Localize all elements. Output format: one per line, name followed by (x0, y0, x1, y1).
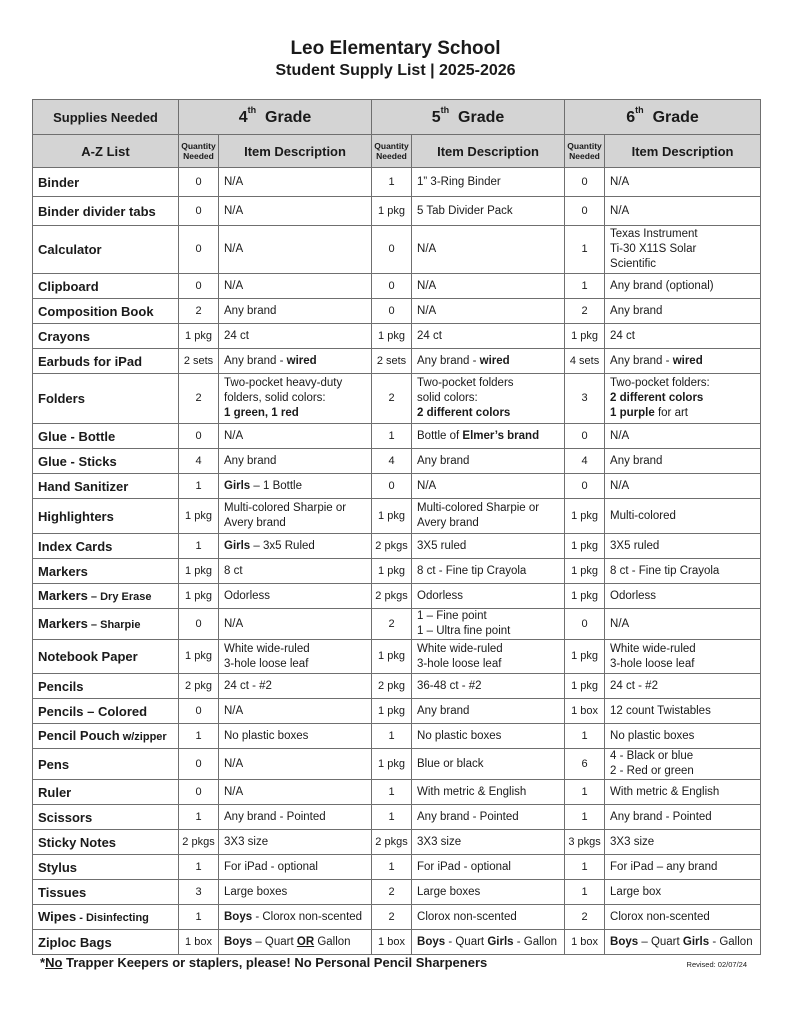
description-cell: Texas Instrument Ti-30 X11S Solar Scientific (605, 226, 761, 274)
description-cell: N/A (219, 609, 372, 640)
quantity-cell: 1 pkg (565, 324, 605, 349)
supplies-needed-header: Supplies Needed (33, 100, 179, 135)
quantity-cell: 1 pkg (372, 749, 412, 780)
table-row (33, 534, 761, 559)
description-cell: No plastic boxes (605, 724, 761, 749)
quantity-cell: 1 pkg (179, 559, 219, 584)
quantity-cell: 2 (179, 299, 219, 324)
description-cell: N/A (605, 424, 761, 449)
description-cell: 5 Tab Divider Pack (412, 197, 565, 226)
description-cell: N/A (219, 168, 372, 197)
quantity-cell: 2 (565, 905, 605, 930)
description-cell: 24 ct - #2 (219, 674, 372, 699)
description-cell: Any brand (605, 449, 761, 474)
quantity-cell: 1 (565, 880, 605, 905)
supply-name: Crayons (33, 324, 179, 349)
description-cell: N/A (412, 474, 565, 499)
quantity-cell: 2 pkgs (372, 534, 412, 559)
supply-name: Tissues (33, 880, 179, 905)
quantity-cell: 1 (372, 780, 412, 805)
description-cell: No plastic boxes (412, 724, 565, 749)
supply-name: Earbuds for iPad (33, 349, 179, 374)
description-cell: 3X3 size (219, 830, 372, 855)
quantity-cell: 1 box (372, 930, 412, 955)
footnote: *No Trapper Keepers or staplers, please! No Personal Pencil Sharpeners (40, 955, 488, 970)
quantity-cell: 1 (372, 168, 412, 197)
quantity-cell: 1 pkg (565, 674, 605, 699)
description-cell: Any brand (605, 299, 761, 324)
description-cell: N/A (605, 609, 761, 640)
quantity-cell: 0 (372, 226, 412, 274)
quantity-cell: 3 (565, 374, 605, 424)
supply-name: Glue - Sticks (33, 449, 179, 474)
table-row (33, 805, 761, 830)
quantity-cell: 1 pkg (372, 324, 412, 349)
item-description-header: Item Description (605, 135, 761, 168)
supply-name: Ruler (33, 780, 179, 805)
quantity-cell: 1 pkg (179, 640, 219, 674)
grade-6-header: 6th Grade (565, 100, 761, 135)
quantity-cell: 1 (565, 274, 605, 299)
quantity-cell: 0 (179, 168, 219, 197)
description-cell: Any brand (219, 449, 372, 474)
description-cell: 3X3 size (605, 830, 761, 855)
supply-name: Binder (33, 168, 179, 197)
description-cell: N/A (219, 197, 372, 226)
table-row (33, 299, 761, 324)
supply-rows (33, 168, 761, 955)
quantity-cell: 1 pkg (372, 640, 412, 674)
description-cell: 4 - Black or blue 2 - Red or green (605, 749, 761, 780)
supply-name: Binder divider tabs (33, 197, 179, 226)
description-cell: N/A (412, 226, 565, 274)
grade-4-header: 4th Grade (179, 100, 372, 135)
table-row (33, 699, 761, 724)
supply-name: Pencil Pouch w/zipper (33, 724, 179, 749)
quantity-cell: 1 pkg (179, 584, 219, 609)
table-row (33, 640, 761, 674)
quantity-cell: 6 (565, 749, 605, 780)
supply-name: Pencils (33, 674, 179, 699)
description-cell: Large box (605, 880, 761, 905)
supply-name: Calculator (33, 226, 179, 274)
quantity-cell: 1 box (565, 699, 605, 724)
description-cell: 1” 3-Ring Binder (412, 168, 565, 197)
quantity-cell: 1 (179, 855, 219, 880)
description-cell: 3X5 ruled (412, 534, 565, 559)
description-cell: Two-pocket folders: 2 different colors 1 purple for art (605, 374, 761, 424)
description-cell: 3X5 ruled (605, 534, 761, 559)
quantity-cell: 1 box (565, 930, 605, 955)
quantity-cell: 1 (372, 724, 412, 749)
quantity-cell: 0 (372, 299, 412, 324)
supply-name: Sticky Notes (33, 830, 179, 855)
description-cell: Two-pocket heavy-duty folders, solid colors: 1 green, 1 red (219, 374, 372, 424)
description-cell: With metric & English (605, 780, 761, 805)
quantity-cell: 1 pkg (565, 499, 605, 534)
table-row (33, 880, 761, 905)
description-cell: 12 count Twistables (605, 699, 761, 724)
description-cell: Girls – 1 Bottle (219, 474, 372, 499)
description-cell: Any brand - Pointed (412, 805, 565, 830)
quantity-cell: 0 (565, 609, 605, 640)
quantity-cell: 1 pkg (565, 534, 605, 559)
description-cell: N/A (412, 274, 565, 299)
description-cell: Two-pocket folders solid colors: 2 different colors (412, 374, 565, 424)
description-cell: Girls – 3x5 Ruled (219, 534, 372, 559)
description-cell: With metric & English (412, 780, 565, 805)
quantity-cell: 1 (179, 905, 219, 930)
table-row (33, 349, 761, 374)
quantity-cell: 0 (179, 274, 219, 299)
description-cell: N/A (605, 168, 761, 197)
description-cell: N/A (219, 424, 372, 449)
quantity-cell: 3 pkgs (565, 830, 605, 855)
revised-date: Revised: 02/07/24 (686, 960, 747, 969)
description-cell: For iPad – any brand (605, 855, 761, 880)
quantity-cell: 2 (372, 609, 412, 640)
description-cell: Bottle of Elmer’s brand (412, 424, 565, 449)
quantity-cell: 2 pkg (179, 674, 219, 699)
quantity-cell: 0 (372, 474, 412, 499)
quantity-cell: 1 pkg (372, 197, 412, 226)
quantity-cell: 1 (372, 855, 412, 880)
supply-name: Notebook Paper (33, 640, 179, 674)
supply-name: Markers (33, 559, 179, 584)
quantity-cell: 1 pkg (179, 499, 219, 534)
quantity-cell: 3 (179, 880, 219, 905)
description-cell: N/A (219, 699, 372, 724)
description-cell: Odorless (219, 584, 372, 609)
quantity-cell: 1 (372, 805, 412, 830)
supply-name: Markers – Dry Erase (33, 584, 179, 609)
description-cell: Any brand (optional) (605, 274, 761, 299)
quantity-cell: 1 pkg (372, 699, 412, 724)
table-row (33, 226, 761, 274)
quantity-cell: 1 (179, 724, 219, 749)
table-row (33, 749, 761, 780)
quantity-cell: 0 (179, 699, 219, 724)
supply-name: Scissors (33, 805, 179, 830)
description-cell: N/A (219, 226, 372, 274)
description-cell: White wide-ruled 3-hole loose leaf (412, 640, 565, 674)
supply-name: Hand Sanitizer (33, 474, 179, 499)
description-cell: Any brand - Pointed (219, 805, 372, 830)
school-name: Leo Elementary School (290, 38, 501, 59)
table-row (33, 499, 761, 534)
table-row (33, 474, 761, 499)
description-cell: No plastic boxes (219, 724, 372, 749)
table-row (33, 374, 761, 424)
quantity-cell: 1 pkg (565, 559, 605, 584)
quantity-cell: 0 (179, 609, 219, 640)
description-cell: Multi-colored Sharpie or Avery brand (412, 499, 565, 534)
quantity-cell: 0 (179, 780, 219, 805)
quantity-cell: 1 (565, 724, 605, 749)
quantity-cell: 4 sets (565, 349, 605, 374)
description-cell: 1 – Fine point 1 – Ultra fine point (412, 609, 565, 640)
supply-name: Wipes - Disinfecting (33, 905, 179, 930)
supply-name: Folders (33, 374, 179, 424)
description-cell: N/A (219, 780, 372, 805)
quantity-cell: 1 (565, 780, 605, 805)
quantity-cell: 1 pkg (372, 559, 412, 584)
description-cell: 8 ct (219, 559, 372, 584)
quantity-cell: 2 (372, 374, 412, 424)
description-cell: Boys – Quart Girls - Gallon (605, 930, 761, 955)
quantity-cell: 4 (179, 449, 219, 474)
description-cell: Any brand - Pointed (605, 805, 761, 830)
quantity-cell: 2 (372, 905, 412, 930)
description-cell: For iPad - optional (412, 855, 565, 880)
description-cell: White wide-ruled 3-hole loose leaf (219, 640, 372, 674)
quantity-cell: 2 pkg (372, 674, 412, 699)
quantity-cell: 1 box (179, 930, 219, 955)
description-cell: 36-48 ct - #2 (412, 674, 565, 699)
description-cell: 24 ct - #2 (605, 674, 761, 699)
description-cell: Clorox non-scented (605, 905, 761, 930)
quantity-cell: 1 (565, 805, 605, 830)
supply-name: Glue - Bottle (33, 424, 179, 449)
quantity-cell: 1 pkg (179, 324, 219, 349)
quantity-cell: 2 (179, 374, 219, 424)
quantity-cell: 1 (179, 534, 219, 559)
description-cell: 24 ct (605, 324, 761, 349)
description-cell: For iPad - optional (219, 855, 372, 880)
quantity-cell: 2 (372, 880, 412, 905)
description-cell: Boys - Quart Girls - Gallon (412, 930, 565, 955)
supply-name: Ziploc Bags (33, 930, 179, 955)
description-cell: 24 ct (412, 324, 565, 349)
supply-name: Markers – Sharpie (33, 609, 179, 640)
quantity-cell: 1 (179, 805, 219, 830)
supply-name: Highlighters (33, 499, 179, 534)
table-row (33, 930, 761, 955)
table-row (33, 449, 761, 474)
table-row (33, 905, 761, 930)
table-row (33, 584, 761, 609)
supply-table (32, 99, 761, 955)
description-cell: Any brand (219, 299, 372, 324)
description-cell: Multi-colored Sharpie or Avery brand (219, 499, 372, 534)
supply-name: Composition Book (33, 299, 179, 324)
quantity-cell: 1 (372, 424, 412, 449)
supply-name: Pens (33, 749, 179, 780)
description-cell: Boys - Clorox non-scented (219, 905, 372, 930)
description-cell: Boys – Quart OR Gallon (219, 930, 372, 955)
table-row (33, 197, 761, 226)
description-cell: N/A (605, 474, 761, 499)
table-row (33, 609, 761, 640)
quantity-cell: 0 (565, 168, 605, 197)
list-subtitle: Student Supply List | 2025-2026 (275, 62, 516, 79)
quantity-cell: 2 pkgs (179, 830, 219, 855)
quantity-cell: 0 (565, 424, 605, 449)
quantity-needed-header: Quantity Needed (179, 135, 219, 168)
description-cell: N/A (412, 299, 565, 324)
description-cell: 24 ct (219, 324, 372, 349)
description-cell: 8 ct - Fine tip Crayola (605, 559, 761, 584)
description-cell: Odorless (412, 584, 565, 609)
supply-name: Pencils – Colored (33, 699, 179, 724)
quantity-cell: 2 sets (372, 349, 412, 374)
item-description-header: Item Description (219, 135, 372, 168)
description-cell: Multi-colored (605, 499, 761, 534)
description-cell: Large boxes (219, 880, 372, 905)
quantity-cell: 1 pkg (565, 584, 605, 609)
description-cell: 8 ct - Fine tip Crayola (412, 559, 565, 584)
table-row (33, 830, 761, 855)
table-row (33, 724, 761, 749)
table-row (33, 274, 761, 299)
quantity-cell: 1 pkg (372, 499, 412, 534)
quantity-cell: 1 (179, 474, 219, 499)
quantity-cell: 4 (372, 449, 412, 474)
quantity-cell: 0 (179, 226, 219, 274)
quantity-cell: 0 (179, 424, 219, 449)
quantity-cell: 4 (565, 449, 605, 474)
quantity-cell: 2 (565, 299, 605, 324)
grade-5-header: 5th Grade (372, 100, 565, 135)
quantity-cell: 2 pkgs (372, 830, 412, 855)
quantity-cell: 0 (565, 197, 605, 226)
table-row (33, 559, 761, 584)
supply-name: Clipboard (33, 274, 179, 299)
table-row (33, 780, 761, 805)
quantity-needed-header: Quantity Needed (565, 135, 605, 168)
quantity-cell: 1 (565, 226, 605, 274)
description-cell: N/A (605, 197, 761, 226)
description-cell: Blue or black (412, 749, 565, 780)
description-cell: Odorless (605, 584, 761, 609)
supply-name: Index Cards (33, 534, 179, 559)
description-cell: N/A (219, 274, 372, 299)
description-cell: N/A (219, 749, 372, 780)
quantity-cell: 0 (179, 749, 219, 780)
quantity-cell: 0 (179, 197, 219, 226)
quantity-cell: 1 pkg (565, 640, 605, 674)
description-cell: White wide-ruled 3-hole loose leaf (605, 640, 761, 674)
table-row (33, 674, 761, 699)
quantity-cell: 2 sets (179, 349, 219, 374)
description-cell: Any brand (412, 699, 565, 724)
quantity-cell: 1 (565, 855, 605, 880)
description-cell: Large boxes (412, 880, 565, 905)
description-cell: Clorox non-scented (412, 905, 565, 930)
supply-name: Stylus (33, 855, 179, 880)
description-cell: Any brand (412, 449, 565, 474)
description-cell: Any brand - wired (605, 349, 761, 374)
description-cell: Any brand - wired (219, 349, 372, 374)
item-description-header: Item Description (412, 135, 565, 168)
description-cell: 3X3 size (412, 830, 565, 855)
quantity-cell: 2 pkgs (372, 584, 412, 609)
quantity-needed-header: Quantity Needed (372, 135, 412, 168)
quantity-cell: 0 (372, 274, 412, 299)
table-row (33, 855, 761, 880)
table-row (33, 324, 761, 349)
quantity-cell: 0 (565, 474, 605, 499)
table-row (33, 424, 761, 449)
az-list-header: A-Z List (33, 135, 179, 168)
table-row (33, 168, 761, 197)
description-cell: Any brand - wired (412, 349, 565, 374)
